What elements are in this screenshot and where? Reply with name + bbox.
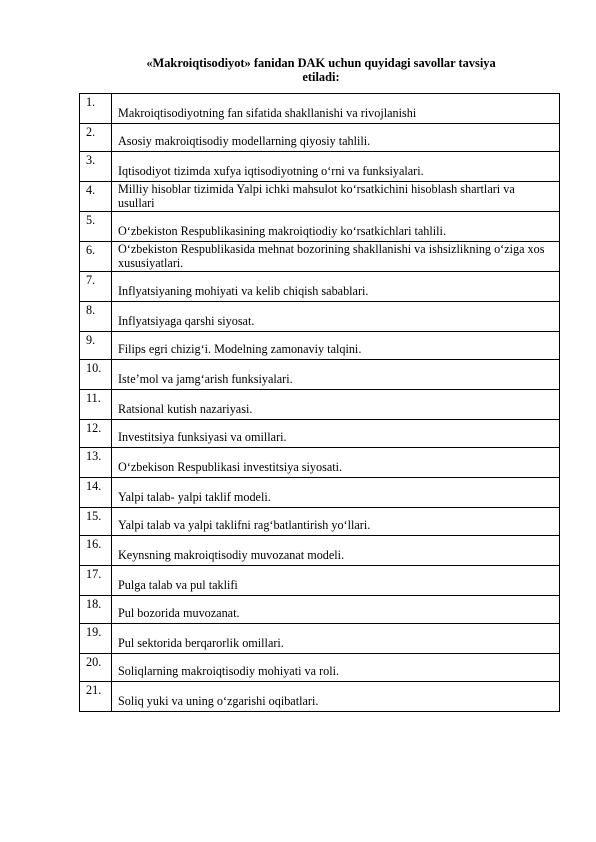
question-number: 1.	[80, 94, 112, 124]
question-number: 7.	[80, 272, 112, 302]
table-row	[80, 420, 560, 448]
table-row	[80, 94, 560, 124]
table-row	[80, 390, 560, 420]
table-row	[80, 654, 560, 682]
question-text: Investitsiya funksiyasi va omillari.	[112, 420, 560, 448]
question-number: 5.	[80, 212, 112, 242]
table-row	[80, 212, 560, 242]
question-number: 21.	[80, 682, 112, 712]
question-text: Filips egri chizig‘i. Modelning zamonaviy talqini.	[112, 332, 560, 360]
question-text: O‘zbekison Respublikasi investitsiya siyosati.	[112, 448, 560, 478]
question-number: 20.	[80, 654, 112, 682]
question-number: 17.	[80, 566, 112, 596]
question-text: Inflyatsiyaning mohiyati va kelib chiqish sabablari.	[112, 272, 560, 302]
question-number: 3.	[80, 152, 112, 182]
question-number: 11.	[80, 390, 112, 420]
table-row	[80, 272, 560, 302]
table-row	[80, 566, 560, 596]
question-text: Makroiqtisodiyotning fan sifatida shakllanishi va rivojlanishi	[112, 94, 560, 124]
questions-table	[79, 93, 560, 712]
heading-line-2: etiladi:	[302, 70, 340, 84]
question-number: 4.	[80, 182, 112, 212]
question-text: Inflyatsiyaga qarshi siyosat.	[112, 302, 560, 332]
question-number: 12.	[80, 420, 112, 448]
table-row	[80, 536, 560, 566]
question-number: 6.	[80, 242, 112, 272]
table-row	[80, 242, 560, 272]
table-row	[80, 332, 560, 360]
question-number: 13.	[80, 448, 112, 478]
question-text: Iqtisodiyot tizimda xufya iqtisodiyotning o‘rni va funksiyalari.	[112, 152, 560, 182]
heading-line-1: «Makroiqtisodiyot» fanidan DAK uchun quyidagi savollar tavsiya	[146, 56, 496, 70]
question-number: 8.	[80, 302, 112, 332]
question-text: O‘zbekiston Respublikasining makroiqtiodiy ko‘rsatkichlari tahlili.	[112, 212, 560, 242]
question-number: 9.	[80, 332, 112, 360]
question-text: Pul bozorida muvozanat.	[112, 596, 560, 624]
question-text: Yalpi talab- yalpi taklif modeli.	[112, 478, 560, 508]
question-text: Iste’mol va jamg‘arish funksiyalari.	[112, 360, 560, 390]
question-text: Keynsning makroiqtisodiy muvozanat modeli.	[112, 536, 560, 566]
question-number: 2.	[80, 124, 112, 152]
question-text: Ratsional kutish nazariyasi.	[112, 390, 560, 420]
questions-table-body	[80, 94, 560, 712]
question-text: O‘zbekiston Respublikasida mehnat bozorining shakllanishi va ishsizlikning o‘ziga xos xususiyatlari.	[112, 242, 560, 272]
table-row	[80, 478, 560, 508]
question-text: Yalpi talab va yalpi taklifni rag‘batlantirish yo‘llari.	[112, 508, 560, 536]
question-text: Soliq yuki va uning o‘zgarishi oqibatlari.	[112, 682, 560, 712]
table-row	[80, 596, 560, 624]
table-row	[80, 182, 560, 212]
question-number: 10.	[80, 360, 112, 390]
page-heading	[96, 56, 546, 84]
question-text: Pulga talab va pul taklifi	[112, 566, 560, 596]
table-row	[80, 360, 560, 390]
table-row	[80, 124, 560, 152]
question-text: Asosiy makroiqtisodiy modellarning qiyosiy tahlili.	[112, 124, 560, 152]
question-number: 16.	[80, 536, 112, 566]
question-text: Pul sektorida berqarorlik omillari.	[112, 624, 560, 654]
table-row	[80, 448, 560, 478]
table-row	[80, 682, 560, 712]
question-number: 19.	[80, 624, 112, 654]
question-number: 18.	[80, 596, 112, 624]
question-number: 14.	[80, 478, 112, 508]
table-row	[80, 302, 560, 332]
question-number: 15.	[80, 508, 112, 536]
table-row	[80, 508, 560, 536]
question-text: Soliqlarning makroiqtisodiy mohiyati va roli.	[112, 654, 560, 682]
table-row	[80, 624, 560, 654]
question-text: Milliy hisoblar tizimida Yalpi ichki mahsulot ko‘rsatkichini hisoblash shartlari va usullari	[112, 182, 560, 212]
table-row	[80, 152, 560, 182]
